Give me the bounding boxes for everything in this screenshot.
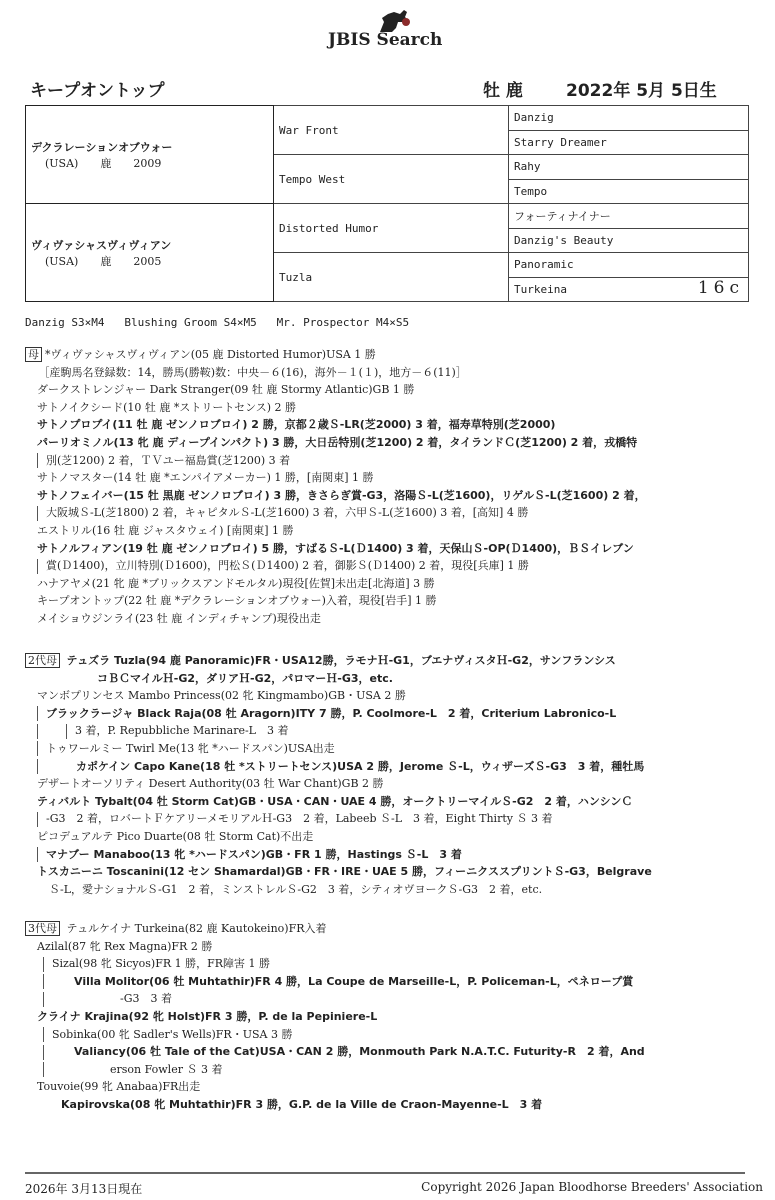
footer-divider [25, 1172, 745, 1174]
second-dam-section [25, 652, 745, 898]
family-number: 16c [697, 277, 744, 298]
pedigree-gen2-cell[interactable]: Tempo West [274, 155, 509, 204]
pedigree-sire[interactable] [26, 106, 274, 204]
list-item[interactable]: Sobinka(00 牝 Sadler's Wells)FR・USA 3 勝 [25, 1026, 745, 1044]
pedigree-dam[interactable] [26, 204, 274, 302]
dam-name: ヴィヴァシャスヴィヴィアン [31, 238, 172, 252]
list-item[interactable]: サトノイクシード(10 牡 鹿 *ストリートセンス) 2 勝 [37, 400, 297, 414]
pedigree-gen3-cell[interactable]: Danzig's Beauty [509, 228, 749, 253]
list-item[interactable]: Valiancy(06 牡 Tale of the Cat)USA・CAN 2 勝，Monmouth Park N.A.T.C. Futurity-R 2 着，And [25, 1043, 745, 1061]
list-item-continued: Ｓ-L，愛ナショナルＳ-G1 2 着，ミンストレルＳ-G2 3 着，シティオヴヨークＳ-G3 2 着，etc. [49, 882, 543, 896]
section-tag: 2代母 [25, 653, 60, 668]
list-item[interactable]: サトノマスター(14 牡 鹿 *エンパイアメーカー) 1 勝，[南関東] 1 勝 [37, 471, 374, 485]
pedigree-gen3-cell[interactable]: Starry Dreamer [509, 130, 749, 155]
list-item[interactable]: ピコデュアルテ Pico Duarte(08 牡 Storm Cat)不出走 [37, 829, 314, 843]
pedigree-gen3-cell[interactable]: Danzig [509, 106, 749, 131]
list-item[interactable]: サトノプロプイ(11 牡 鹿 ゼンノロブロイ) 2 勝，京都２歳Ｓ-LR(芝2000) 3 着，福寿草特別(芝2000) [37, 418, 556, 432]
pedigree-gen2-cell[interactable]: Distorted Humor [274, 204, 509, 253]
list-item[interactable]: 母 *ヴィヴァシャスヴィヴィアン(05 鹿 Distorted Humor)USA 1 勝 [25, 346, 745, 364]
list-item[interactable]: ティバルト Tybalt(04 牡 Storm Cat)GB・USA・CAN・UAE 4 勝，オークトリーマイルＳ-G2 2 着，ハンシンＣ [37, 794, 633, 808]
list-item-continued: コＢＣマイルＨ-G2，ダリアＨ-G2，パロマーＨ-G3，etc. [97, 671, 393, 685]
sire-info: (USA) 鹿 2009 [45, 156, 162, 170]
section-tag: 母 [25, 347, 42, 362]
list-item[interactable]: ブラックラージャ Black Raja(08 牡 Aragorn)ITY 7 勝，P. Coolmore-L 2 着，Criterium Labronico-L [25, 705, 745, 723]
list-item-continued: erson Fowler Ｓ 3 着 [25, 1061, 745, 1079]
horse-sex-color: 牡 鹿 [483, 81, 523, 101]
list-item[interactable]: 3代母 テュルケイナ Turkeina(82 鹿 Kautokeino)FR入着 [25, 920, 745, 938]
pedigree-table [25, 105, 749, 302]
list-item[interactable]: Villa Molitor(06 牡 Muhtathir)FR 4 勝，La Coupe de Marseille-L，P. Policeman-L，ペネロープ賞 [25, 973, 745, 991]
list-item[interactable]: Kapirovska(08 牝 Muhtathir)FR 3 勝，G.P. de la Ville de Craon-Mayenne-L 3 着 [61, 1097, 543, 1111]
list-item-continued: -G3 3 着 [25, 990, 745, 1008]
list-item[interactable]: 2代母 テュズラ Tuzla(94 鹿 Panoramic)FR・USA12勝，ラモナＨ-G1，ブエナヴィスタＨ-G2，サンフランシス [25, 652, 745, 670]
pedigree-gen3-cell[interactable]: Tempo [509, 179, 749, 204]
list-item[interactable]: ダークストレンジャー Dark Stranger(09 牡 鹿 Stormy Atlantic)GB 1 勝 [37, 383, 415, 397]
list-item[interactable]: トゥワールミー Twirl Me(13 牝 *ハードスパン)USA出走 [25, 740, 745, 758]
pedigree-gen2-cell[interactable]: Tuzla [274, 253, 509, 302]
third-dam-section [25, 920, 745, 1114]
pedigree-gen3-cell[interactable] [509, 277, 749, 302]
pedigree-gen2-cell[interactable]: War Front [274, 106, 509, 155]
pedigree-gen3-cell[interactable]: フォーティナイナー [509, 204, 749, 229]
footer-date: 2026年 3月13日現在 [25, 1182, 143, 1196]
footer-copyright: Copyright 2026 Japan Bloodhorse Breeders' Association [421, 1180, 763, 1194]
list-item[interactable]: キープオントップ(22 牡 鹿 *デクラレーションオブウォー)入着，現役[岩手] 1 勝 [37, 594, 437, 608]
list-item[interactable]: カポケイン Capo Kane(18 牡 *ストリートセンス)USA 2 勝，Jerome Ｓ-L，ウィザーズＳ-G3 3 着，種牡馬 [25, 758, 745, 776]
logo-text: JBIS Search [328, 30, 443, 50]
section-tag: 3代母 [25, 921, 60, 936]
list-item[interactable]: パーリオミノル(13 牝 鹿 ディープインパクト) 3 勝，大日岳特別(芝1200) 2 着，タイランドＣ(芝1200) 2 着，戎橋特 [37, 435, 638, 449]
horse-dob: 2022年 5月 5日生 [566, 81, 717, 101]
list-item-continued: 別(芝1200) 2 着，ＴＶユー福島賞(芝1200) 3 着 [25, 452, 745, 470]
list-item[interactable]: クライナ Krajina(92 牝 Holst)FR 3 勝，P. de la Pepiniere-L [37, 1009, 378, 1023]
sire-name: デクラレーションオブウォー [31, 140, 173, 154]
list-item[interactable]: サトノルフィアン(19 牡 鹿 ゼンノロブロイ) 5 勝，すばるＳ-L(Ｄ1400) 3 着，天保山Ｓ-OP(Ｄ1400)，ＢＳイレブン [37, 541, 634, 555]
list-item[interactable]: Sizal(98 牝 Sicyos)FR 1 勝，FR障害 1 勝 [25, 955, 745, 973]
pedigree-gen3-cell[interactable]: Rahy [509, 155, 749, 180]
list-item[interactable]: マナブー Manaboo(13 牝 *ハードスパン)GB・FR 1 勝，Hastings Ｓ-L 3 着 [25, 846, 745, 864]
list-item[interactable]: トスカニーニ Toscanini(12 セン Shamardal)GB・FR・IRE・UAE 5 勝，フィーニクススプリントＳ-G3，Belgrave [37, 865, 652, 879]
list-item-continued: -G3 2 着，ロバートＦケアリーメモリアルＨ-G3 2 着，Labeeb Ｓ-L 3 着，Eight Thirty Ｓ 3 着 [25, 810, 745, 828]
list-item[interactable]: メイショウジンライ(23 牡 鹿 インディチャンプ)現役出走 [37, 611, 321, 625]
gen3-name: Turkeina [514, 282, 567, 296]
inbreeding-text: Danzig S3×M4 Blushing Groom S4×M5 Mr. Prospector M4×S5 [25, 316, 410, 329]
list-item: ［産駒馬名登録数：14，勝馬(勝鞍)数：中央－６(16)，海外－１(１)，地方－６(11)］ [33, 365, 467, 379]
list-item-continued: 賞(Ｄ1400)，立川特別(Ｄ1600)，門松Ｓ(Ｄ1400) 2 着，御影Ｓ(Ｄ1400) 2 着，現役[兵庫] 1 勝 [25, 557, 745, 575]
pedigree-gen3-cell[interactable]: Panoramic [509, 253, 749, 278]
list-item[interactable]: マンボプリンセス Mambo Princess(02 牝 Kingmambo)GB・USA 2 勝 [37, 689, 406, 703]
horse-header [30, 76, 745, 102]
list-item[interactable]: Touvoie(99 牝 Anabaa)FR出走 [37, 1080, 201, 1094]
list-item[interactable]: ハナアヤメ(21 牝 鹿 *ブリックスアンドモルタル)現役[佐賀]未出走[北海道] 3 勝 [37, 576, 435, 590]
list-item-continued: 大阪城Ｓ-L(芝1800) 2 着，キャピタルＳ-L(芝1600) 3 着，六甲Ｓ-L(芝1600) 3 着，[高知] 4 勝 [25, 504, 745, 522]
list-item[interactable]: エストリル(16 牡 鹿 ジャスタウェイ) [南関東] 1 勝 [37, 523, 294, 537]
jbis-logo[interactable] [328, 8, 458, 52]
dam-info: (USA) 鹿 2005 [45, 254, 162, 268]
dam-section [25, 346, 745, 628]
list-item[interactable]: Azilal(87 牝 Rex Magna)FR 2 勝 [37, 939, 213, 953]
list-item[interactable]: デザートオーソリティ Desert Authority(03 牡 War Chant)GB 2 勝 [37, 777, 384, 791]
list-item-continued: 3 着，P. Repubbliche Marinare-L 3 着 [25, 722, 745, 740]
list-item[interactable]: サトノフェイバー(15 牡 黒鹿 ゼンノロブロイ) 3 勝，きさらぎ賞-G3，洛陽Ｓ-L(芝1600)，リゲルＳ-L(芝1600) 2 着， [37, 488, 646, 502]
horse-name: キープオントップ [30, 81, 165, 101]
